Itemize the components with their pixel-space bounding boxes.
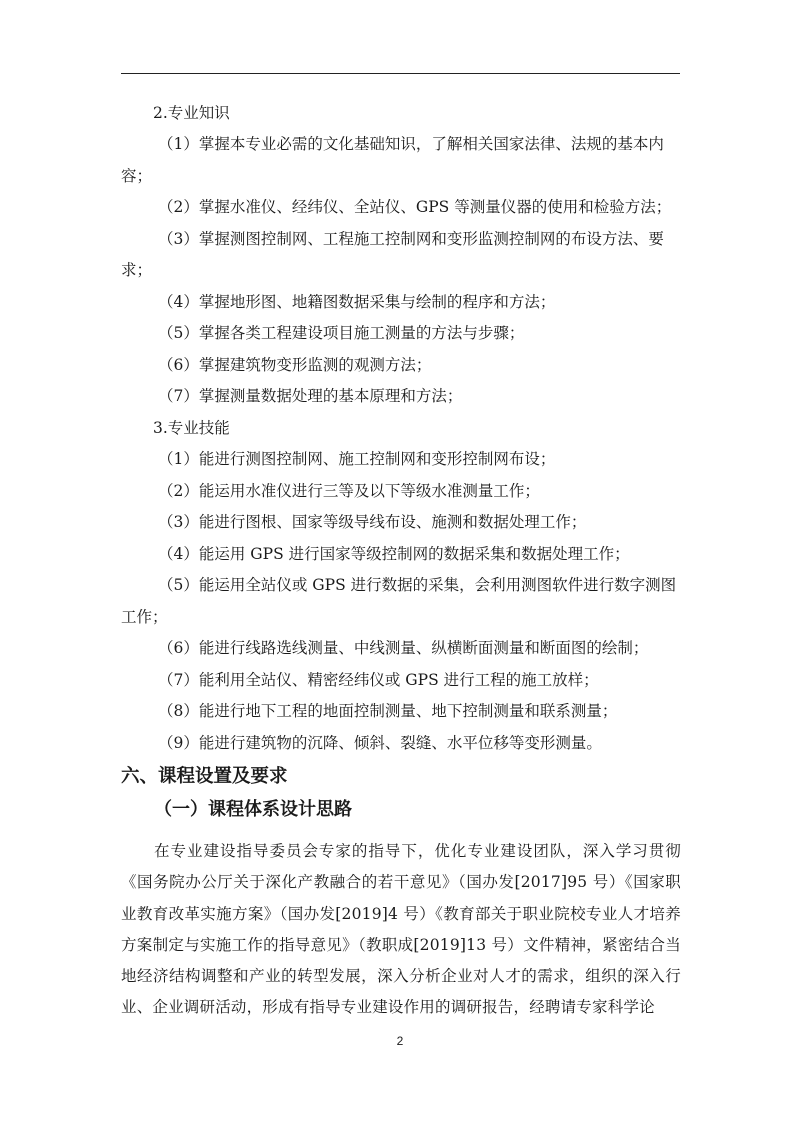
skills-item: （1）能进行测图控制网、施工控制网和变形控制网布设； bbox=[158, 450, 556, 468]
skills-item: （5）能运用全站仪或 GPS 进行数据的采集，会利用测图软件进行数字测图 bbox=[158, 576, 677, 594]
knowledge-item: （1）掌握本专业必需的文化基础知识，了解相关国家法律、法规的基本内 bbox=[158, 135, 664, 153]
page-number: 2 bbox=[396, 1034, 404, 1048]
knowledge-item: （7）掌握测量数据处理的基本原理和方法； bbox=[158, 387, 463, 405]
knowledge-item: 容； bbox=[121, 167, 153, 185]
knowledge-item: （4）掌握地形图、地籍图数据采集与绘制的程序和方法； bbox=[158, 293, 556, 311]
skills-item: （8）能进行地下工程的地面控制测量、地下控制测量和联系测量； bbox=[158, 702, 618, 720]
header-rule bbox=[121, 73, 680, 74]
chapter-heading: 六、课程设置及要求 bbox=[121, 766, 288, 787]
skills-item: （6）能进行线路选线测量、中线测量、纵横断面测量和断面图的绘制； bbox=[158, 639, 649, 657]
knowledge-item: （3）掌握测图控制网、工程施工控制网和变形监测控制网的布设方法、要 bbox=[158, 230, 664, 248]
skills-item: （2）能运用水准仪进行三等及以下等级水准测量工作； bbox=[158, 482, 540, 500]
knowledge-item: 求； bbox=[121, 261, 153, 279]
knowledge-item: （6）掌握建筑物变形监测的观测方法； bbox=[158, 356, 432, 374]
knowledge-item: （2）掌握水准仪、经纬仪、全站仪、GPS 等测量仪器的使用和检验方法； bbox=[158, 198, 672, 216]
skills-item: （7）能利用全站仪、精密经纬仪或 GPS 进行工程的施工放样； bbox=[158, 671, 599, 689]
skills-item: （3）能进行图根、国家等级导线布设、施测和数据处理工作； bbox=[158, 513, 587, 531]
body-paragraph: 在专业建设指导委员会专家的指导下，优化专业建设团队，深入学习贯彻《国务院办公厅关于深化产教融合的若干意见》（国办发[2017]95 号）《国家职业教育改革实施方案》（国办发[2019]4 号）《教育部关于职业院校专业人才培养方案制定与实施工作的指导意见》（教职成[2019]13 号）文件精神，紧密结合当地经济结构调整和产业的转型发展，深入分析企业对人才的需求，组织的深入行业、企业调研活动，形成有指导专业建设作用的调研报告，经聘请专家科学论 bbox=[121, 842, 681, 1017]
knowledge-item: （5）掌握各类工程建设项目施工测量的方法与步骤； bbox=[158, 324, 525, 342]
skills-item: （9）能进行建筑物的沉降、倾斜、裂缝、水平位移等变形测量。 bbox=[158, 734, 602, 752]
subsection-heading: （一）课程体系设计思路 bbox=[154, 799, 352, 820]
knowledge-heading: 2.专业知识 bbox=[153, 104, 230, 122]
skills-item: 工作； bbox=[121, 608, 168, 626]
skills-heading: 3.专业技能 bbox=[153, 419, 230, 437]
skills-item: （4）能运用 GPS 进行国家等级控制网的数据采集和数据处理工作； bbox=[158, 545, 630, 563]
